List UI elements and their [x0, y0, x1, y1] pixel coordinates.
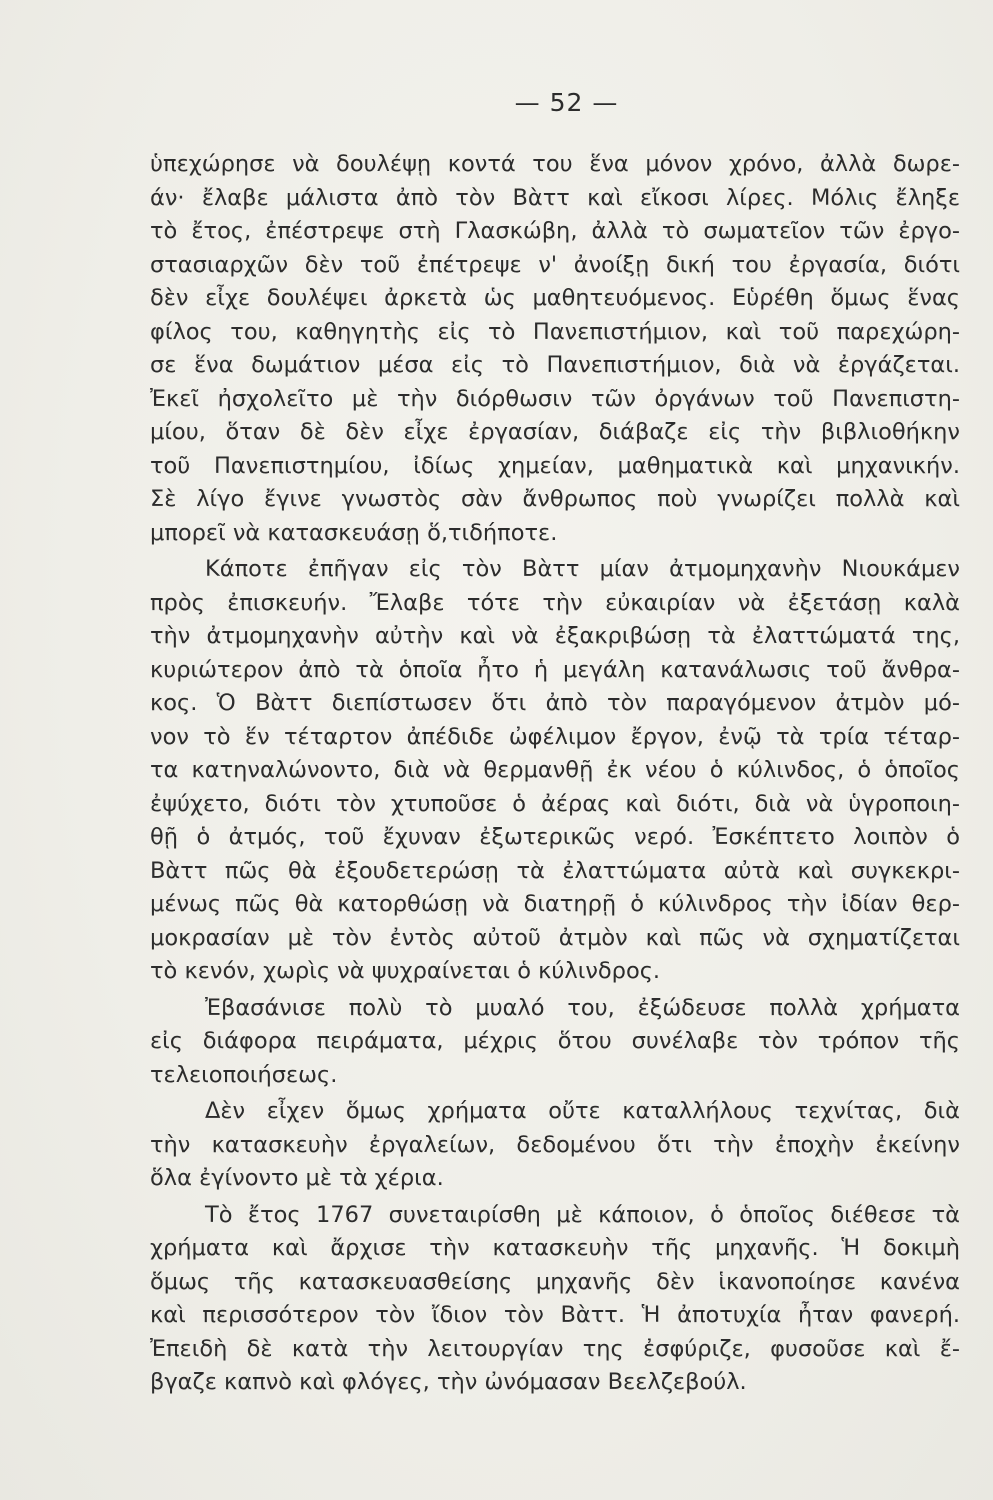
page-number: — 52 — [514, 88, 619, 117]
text-line: τὸ κενόν, χωρὶς νὰ ψυχραίνεται ὁ κύλινδρος. [150, 958, 661, 984]
text-line: στασιαρχῶν δὲν τοῦ ἐπέτρεψε ν' ἀνοίξῃ δική του ἐργασία, διότι [150, 251, 960, 278]
text-line: φίλος του, καθηγητὴς εἰς τὸ Πανεπιστήμιον, καὶ τοῦ παρεχώρη- [150, 318, 960, 345]
text-line: κυριώτερον ἀπὸ τὰ ὁποῖα ἦτο ἡ μεγάλη κατανάλωσις τοῦ ἄνθρα- [150, 656, 960, 683]
text-line: ὅλα ἐγίνοντο μὲ τὰ χέρια. [150, 1165, 444, 1191]
text-line: ὑπεχώρησε νὰ δουλέψῃ κοντά του ἕνα μόνον χρόνο, ἀλλὰ δωρε- [150, 151, 960, 177]
text-line: τὸ ἔτος, ἐπέστρεψε στὴ Γλασκώβη, ἀλλὰ τὸ σωματεῖον τῶν ἐργο- [150, 218, 960, 244]
text-line: Τὸ ἔτος 1767 συνεταιρίσθη μὲ κάποιον, ὁ ὁποῖος διέθεσε τὰ [205, 1201, 960, 1228]
text-line: ἐψύχετο, διότι τὸν χτυποῦσε ὁ ἀέρας καὶ διότι, διὰ νὰ ὑγροποιη- [150, 790, 960, 817]
text-line: μοκρασίαν μὲ τὸν ἐντὸς αὐτοῦ ἀτμὸν καὶ πῶς νὰ σχηματίζεται [150, 924, 960, 951]
text-line: τα κατηναλώνοντο, διὰ νὰ θερμανθῇ ἐκ νέου ὁ κύλινδος, ὁ ὁποῖος [150, 757, 960, 783]
text-line: τὴν κατασκευὴν ἐργαλείων, δεδομένου ὅτι τὴν ἐποχὴν ἐκείνην [150, 1131, 960, 1158]
text-line: άν· ἔλαβε μάλιστα ἀπὸ τὸν Βὰττ καὶ εἴκοσι λίρες. Μόλις ἔληξε [150, 184, 960, 211]
text-line: πρὸς ἐπισκευήν. Ἔλαβε τότε τὴν εὐκαιρίαν νὰ ἐξετάσῃ καλὰ [150, 589, 960, 616]
body-text [150, 148, 960, 1400]
text-line: μίου, ὅταν δὲ δὲν εἶχε ἐργασίαν, διάβαζε εἰς τὴν βιβλιοθήκην [150, 419, 960, 445]
text-line: Κάποτε ἐπῆγαν εἰς τὸν Βὰττ μίαν ἀτμομηχανὴν Νιουκάμεν [205, 556, 960, 582]
text-line: μπορεῖ νὰ κατασκευάσῃ ὅ,τιδήποτε. [150, 519, 558, 546]
paragraph-4 [150, 1095, 960, 1196]
text-line: βγαζε καπνὸ καὶ φλόγες, τὴν ὠνόμασαν Βεελζεβούλ. [150, 1369, 747, 1395]
paragraph-1 [150, 148, 960, 550]
paragraph-3 [150, 992, 960, 1093]
text-line: Βὰττ πῶς θὰ ἐξουδετερώσῃ τὰ ἐλαττώματα αὐτὰ καὶ συγκεκρι- [150, 857, 960, 884]
text-line: Ἐβασάνισε πολὺ τὸ μυαλό του, ἐξώδευσε πολλὰ χρήματα [205, 994, 960, 1021]
text-line: τελειοποιήσεως. [150, 1061, 338, 1088]
paragraph-2 [150, 553, 960, 989]
text-line: τὴν ἀτμομηχανὴν αὐτὴν καὶ νὰ ἐξακριβώσῃ τὰ ἐλαττώματά της, [150, 623, 960, 649]
text-line: Ἐκεῖ ἠσχολεῖτο μὲ τὴν διόρθωσιν τῶν ὀργάνων τοῦ Πανεπιστη- [150, 385, 960, 412]
text-line: Δὲν εἶχεν ὅμως χρήματα οὔτε καταλλήλους τεχνίτας, διὰ [205, 1098, 960, 1124]
text-line: καὶ περισσότερον τὸν ἴδιον τὸν Βὰττ. Ἡ ἀποτυχία ἦταν φανερή. [150, 1302, 960, 1328]
text-line: εἰς διάφορα πειράματα, μέχρις ὅτου συνέλαβε τὸν τρόπον τῆς [150, 1028, 960, 1054]
text-line: σε ἕνα δωμάτιον μέσα εἰς τὸ Πανεπιστήμιον, διὰ νὰ ἐργάζεται. [150, 352, 960, 378]
text-line: ὅμως τῆς κατασκευασθείσης μηχανῆς δὲν ἱκανοποίησε κανένα [150, 1268, 960, 1295]
text-line: κος. Ὁ Βὰττ διεπίστωσεν ὅτι ἀπὸ τὸν παραγόμενον ἀτμὸν μό- [150, 690, 960, 716]
text-line: Σὲ λίγο ἔγινε γνωστὸς σὰν ἄνθρωπος ποὺ γνωρίζει πολλὰ καὶ [150, 486, 960, 512]
text-line: Ἐπειδὴ δὲ κατὰ τὴν λειτουργίαν της ἐσφύριζε, φυσοῦσε καὶ ἔ- [150, 1335, 960, 1362]
text-line: μένως πῶς θὰ κατορθώσῃ νὰ διατηρῇ ὁ κύλινδρος τὴν ἰδίαν θερ- [150, 891, 960, 917]
paragraph-5 [150, 1199, 960, 1400]
text-line: δὲν εἶχε δουλέψει ἀρκετὰ ὡς μαθητευόμενος. Εὑρέθη ὅμως ἕνας [150, 285, 960, 311]
text-line: θῇ ὁ ἀτμός, τοῦ ἔχυναν ἐξωτερικῶς νερό. Ἐσκέπτετο λοιπὸν ὁ [150, 824, 960, 850]
text-line: τοῦ Πανεπιστημίου, ἰδίως χημείαν, μαθηματικὰ καὶ μηχανικήν. [150, 452, 960, 479]
text-line: νον τὸ ἕν τέταρτον ἀπέδιδε ὠφέλιμον ἔργον, ἐνῷ τὰ τρία τέταρ- [150, 723, 960, 750]
text-line: χρήματα καὶ ἄρχισε τὴν κατασκευὴν τῆς μηχανῆς. Ἡ δοκιμὴ [150, 1235, 960, 1261]
